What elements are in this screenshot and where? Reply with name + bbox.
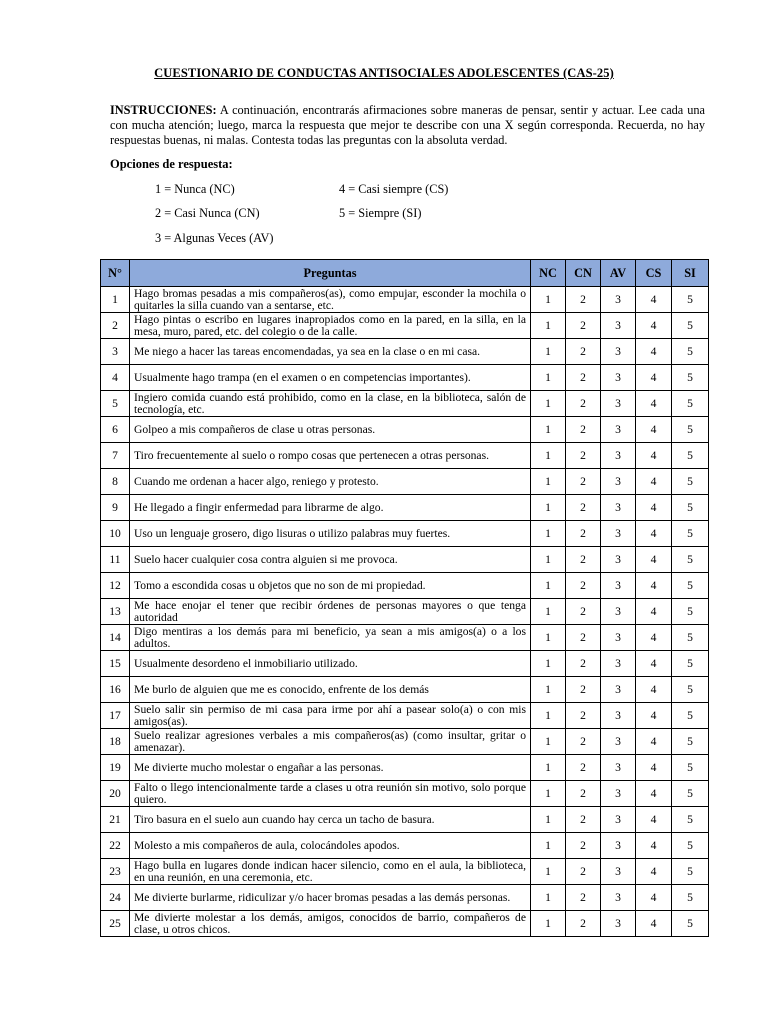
question-number: 23 — [101, 859, 130, 885]
answer-cell-cn[interactable]: 2 — [566, 495, 601, 521]
answer-cell-av[interactable]: 3 — [601, 547, 636, 573]
answer-cell-cs[interactable]: 4 — [636, 391, 672, 417]
table-row — [101, 391, 709, 417]
instructions-paragraph — [110, 103, 705, 148]
answer-cell-av[interactable]: 3 — [601, 911, 636, 937]
answer-cell-av[interactable]: 3 — [601, 833, 636, 859]
option-nunca: 1 = Nunca (NC) — [155, 182, 235, 196]
answer-cell-nc[interactable]: 1 — [531, 677, 566, 703]
answer-cell-nc[interactable]: 1 — [531, 703, 566, 729]
answer-cell-av[interactable]: 3 — [601, 729, 636, 755]
answer-cell-si[interactable]: 5 — [672, 911, 709, 937]
answer-cell-cs[interactable]: 4 — [636, 885, 672, 911]
answer-cell-av[interactable]: 3 — [601, 417, 636, 443]
question-number: 6 — [101, 417, 130, 443]
answer-cell-nc[interactable]: 1 — [531, 807, 566, 833]
answer-cell-cs[interactable]: 4 — [636, 313, 672, 339]
answer-cell-cs[interactable]: 4 — [636, 651, 672, 677]
question-text: Me divierte mucho molestar o engañar a las personas. — [130, 755, 531, 781]
answer-cell-cs[interactable]: 4 — [636, 781, 672, 807]
answer-cell-nc[interactable]: 1 — [531, 651, 566, 677]
question-number: 2 — [101, 313, 130, 339]
document-title: CUESTIONARIO DE CONDUCTAS ANTISOCIALES ADOLESCENTES (CAS-25) — [154, 66, 614, 80]
question-number: 22 — [101, 833, 130, 859]
question-number: 24 — [101, 885, 130, 911]
answer-cell-av[interactable]: 3 — [601, 469, 636, 495]
answer-cell-cs[interactable]: 4 — [636, 495, 672, 521]
answer-cell-nc[interactable]: 1 — [531, 469, 566, 495]
question-number: 3 — [101, 339, 130, 365]
table-body — [101, 287, 709, 937]
question-text: Tiro basura en el suelo aun cuando hay cerca un tacho de basura. — [130, 807, 531, 833]
table-row — [101, 703, 709, 729]
question-text: Me burlo de alguien que me es conocido, enfrente de los demás — [130, 677, 531, 703]
answer-cell-cs[interactable]: 4 — [636, 287, 672, 313]
answer-cell-av[interactable]: 3 — [601, 495, 636, 521]
question-number: 8 — [101, 469, 130, 495]
question-text: Molesto a mis compañeros de aula, colocándoles apodos. — [130, 833, 531, 859]
question-number: 17 — [101, 703, 130, 729]
answer-cell-nc[interactable]: 1 — [531, 287, 566, 313]
answer-cell-cn[interactable]: 2 — [566, 807, 601, 833]
table-row — [101, 573, 709, 599]
answer-cell-cs[interactable]: 4 — [636, 677, 672, 703]
answer-cell-cn[interactable]: 2 — [566, 443, 601, 469]
question-number: 7 — [101, 443, 130, 469]
answer-cell-cs[interactable]: 4 — [636, 469, 672, 495]
question-text: Digo mentiras a los demás para mi beneficio, ya sean a mis amigos(a) o a los adultos. — [130, 625, 531, 651]
answer-cell-av[interactable]: 3 — [601, 313, 636, 339]
answer-cell-si[interactable]: 5 — [672, 287, 709, 313]
answer-cell-nc[interactable]: 1 — [531, 313, 566, 339]
answer-cell-cn[interactable]: 2 — [566, 287, 601, 313]
table-row — [101, 729, 709, 755]
answer-cell-nc[interactable]: 1 — [531, 755, 566, 781]
answer-cell-av[interactable]: 3 — [601, 755, 636, 781]
instructions-text: A continuación, encontrarás afirmaciones sobre maneras de pensar, sentir y actuar. Lee cada una con mucha atención; luego, marca la respuesta que mejor te describe con una X según corresponda. Recuerda, no hay respuestas buenas, ni malas. Contesta todas las preguntas con la absoluta verdad. — [110, 103, 705, 147]
table-row — [101, 833, 709, 859]
answer-cell-cn[interactable]: 2 — [566, 417, 601, 443]
answer-cell-cs[interactable]: 4 — [636, 625, 672, 651]
answer-cell-nc[interactable]: 1 — [531, 911, 566, 937]
table-row — [101, 859, 709, 885]
table-row — [101, 339, 709, 365]
question-text: Cuando me ordenan a hacer algo, reniego y protesto. — [130, 469, 531, 495]
question-number: 11 — [101, 547, 130, 573]
answer-cell-nc[interactable]: 1 — [531, 599, 566, 625]
answer-cell-si[interactable]: 5 — [672, 313, 709, 339]
question-text: Usualmente hago trampa (en el examen o en competencias importantes). — [130, 365, 531, 391]
header-nc: NC — [531, 260, 566, 287]
table-row — [101, 495, 709, 521]
answer-cell-nc[interactable]: 1 — [531, 521, 566, 547]
answer-cell-si[interactable]: 5 — [672, 755, 709, 781]
question-text: Tomo a escondida cosas u objetos que no son de mi propiedad. — [130, 573, 531, 599]
questionnaire-table — [100, 259, 709, 937]
answer-cell-si[interactable]: 5 — [672, 417, 709, 443]
answer-cell-cn[interactable]: 2 — [566, 729, 601, 755]
question-number: 1 — [101, 287, 130, 313]
answer-cell-cs[interactable]: 4 — [636, 339, 672, 365]
answer-cell-si[interactable]: 5 — [672, 729, 709, 755]
answer-cell-si[interactable]: 5 — [672, 521, 709, 547]
question-text: Me divierte molestar a los demás, amigos, conocidos de barrio, compañeros de clase, u otros chicos. — [130, 911, 531, 937]
question-text: Usualmente desordeno el inmobiliario utilizado. — [130, 651, 531, 677]
answer-cell-cn[interactable]: 2 — [566, 859, 601, 885]
answer-cell-si[interactable]: 5 — [672, 833, 709, 859]
answer-cell-nc[interactable]: 1 — [531, 547, 566, 573]
question-text: Hago pintas o escribo en lugares inapropiados como en la pared, en la silla, en la mesa, muro, pared, etc. del colegio o de la calle. — [130, 313, 531, 339]
answer-cell-cs[interactable]: 4 — [636, 443, 672, 469]
question-text: Suelo salir sin permiso de mi casa para irme por ahí a pasear solo(a) o con mis amigos(as). — [130, 703, 531, 729]
header-si: SI — [672, 260, 709, 287]
answer-cell-av[interactable]: 3 — [601, 781, 636, 807]
answer-cell-si[interactable]: 5 — [672, 599, 709, 625]
answer-cell-si[interactable]: 5 — [672, 859, 709, 885]
answer-cell-cs[interactable]: 4 — [636, 365, 672, 391]
table-row — [101, 911, 709, 937]
answer-cell-av[interactable]: 3 — [601, 651, 636, 677]
answer-cell-cs[interactable]: 4 — [636, 599, 672, 625]
answer-cell-nc[interactable]: 1 — [531, 391, 566, 417]
header-cs: CS — [636, 260, 672, 287]
answer-cell-av[interactable]: 3 — [601, 339, 636, 365]
answer-cell-si[interactable]: 5 — [672, 339, 709, 365]
answer-cell-av[interactable]: 3 — [601, 391, 636, 417]
table-row — [101, 469, 709, 495]
option-casi-siempre: 4 = Casi siempre (CS) — [339, 182, 449, 196]
question-number: 25 — [101, 911, 130, 937]
answer-cell-cn[interactable]: 2 — [566, 599, 601, 625]
answer-cell-av[interactable]: 3 — [601, 625, 636, 651]
answer-cell-nc[interactable]: 1 — [531, 625, 566, 651]
answer-cell-nc[interactable]: 1 — [531, 859, 566, 885]
answer-cell-cs[interactable]: 4 — [636, 755, 672, 781]
question-number: 18 — [101, 729, 130, 755]
answer-cell-nc[interactable]: 1 — [531, 443, 566, 469]
answer-cell-si[interactable]: 5 — [672, 365, 709, 391]
answer-cell-av[interactable]: 3 — [601, 443, 636, 469]
answer-cell-cn[interactable]: 2 — [566, 833, 601, 859]
answer-cell-si[interactable]: 5 — [672, 677, 709, 703]
answer-cell-av[interactable]: 3 — [601, 885, 636, 911]
answer-cell-cn[interactable]: 2 — [566, 651, 601, 677]
table-row — [101, 651, 709, 677]
answer-cell-av[interactable]: 3 — [601, 287, 636, 313]
answer-cell-av[interactable]: 3 — [601, 807, 636, 833]
table-row — [101, 417, 709, 443]
answer-cell-cn[interactable]: 2 — [566, 703, 601, 729]
question-text: Me niego a hacer las tareas encomendadas, ya sea en la clase o en mi casa. — [130, 339, 531, 365]
answer-cell-si[interactable]: 5 — [672, 651, 709, 677]
table-row — [101, 807, 709, 833]
question-text: Golpeo a mis compañeros de clase u otras personas. — [130, 417, 531, 443]
option-casi-nunca: 2 = Casi Nunca (CN) — [155, 206, 260, 220]
question-number: 20 — [101, 781, 130, 807]
option-siempre: 5 = Siempre (SI) — [339, 206, 422, 220]
answer-cell-si[interactable]: 5 — [672, 885, 709, 911]
question-text: Falto o llego intencionalmente tarde a clases u otra reunión sin motivo, solo porque quiero. — [130, 781, 531, 807]
option-algunas-veces: 3 = Algunas Veces (AV) — [155, 231, 274, 245]
answer-cell-nc[interactable]: 1 — [531, 729, 566, 755]
table-header-row — [101, 260, 709, 287]
answer-cell-si[interactable]: 5 — [672, 573, 709, 599]
header-questions: Preguntas — [130, 260, 531, 287]
table-row — [101, 885, 709, 911]
answer-cell-cn[interactable]: 2 — [566, 339, 601, 365]
answer-cell-cn[interactable]: 2 — [566, 781, 601, 807]
instructions-label: INSTRUCCIONES: — [110, 103, 217, 117]
answer-cell-nc[interactable]: 1 — [531, 365, 566, 391]
question-text: Me hace enojar el tener que recibir órdenes de personas mayores o que tenga autoridad — [130, 599, 531, 625]
answer-cell-cn[interactable]: 2 — [566, 677, 601, 703]
question-number: 15 — [101, 651, 130, 677]
table-row — [101, 599, 709, 625]
header-number: N° — [101, 260, 130, 287]
table-row — [101, 365, 709, 391]
answer-cell-nc[interactable]: 1 — [531, 495, 566, 521]
answer-cell-cs[interactable]: 4 — [636, 417, 672, 443]
answer-cell-si[interactable]: 5 — [672, 703, 709, 729]
table-row — [101, 677, 709, 703]
answer-cell-cs[interactable]: 4 — [636, 807, 672, 833]
answer-cell-cn[interactable]: 2 — [566, 911, 601, 937]
question-text: He llegado a fingir enfermedad para librarme de algo. — [130, 495, 531, 521]
answer-cell-av[interactable]: 3 — [601, 599, 636, 625]
answer-cell-cn[interactable]: 2 — [566, 755, 601, 781]
answer-cell-cs[interactable]: 4 — [636, 521, 672, 547]
answer-cell-nc[interactable]: 1 — [531, 833, 566, 859]
answer-cell-si[interactable]: 5 — [672, 443, 709, 469]
question-text: Suelo hacer cualquier cosa contra alguien si me provoca. — [130, 547, 531, 573]
answer-cell-cs[interactable]: 4 — [636, 573, 672, 599]
question-number: 21 — [101, 807, 130, 833]
table-row — [101, 287, 709, 313]
answer-cell-si[interactable]: 5 — [672, 781, 709, 807]
answer-cell-cn[interactable]: 2 — [566, 365, 601, 391]
question-number: 4 — [101, 365, 130, 391]
question-text: Uso un lenguaje grosero, digo lisuras o utilizo palabras muy fuertes. — [130, 521, 531, 547]
answer-cell-si[interactable]: 5 — [672, 469, 709, 495]
question-number: 10 — [101, 521, 130, 547]
question-text: Tiro frecuentemente al suelo o rompo cosas que pertenecen a otras personas. — [130, 443, 531, 469]
question-number: 16 — [101, 677, 130, 703]
answer-cell-cs[interactable]: 4 — [636, 833, 672, 859]
table-row — [101, 625, 709, 651]
answer-cell-cn[interactable]: 2 — [566, 313, 601, 339]
answer-cell-cn[interactable]: 2 — [566, 547, 601, 573]
answer-cell-av[interactable]: 3 — [601, 521, 636, 547]
answer-cell-cs[interactable]: 4 — [636, 729, 672, 755]
answer-cell-nc[interactable]: 1 — [531, 781, 566, 807]
answer-cell-av[interactable]: 3 — [601, 703, 636, 729]
answer-cell-si[interactable]: 5 — [672, 807, 709, 833]
table-row — [101, 443, 709, 469]
question-number: 5 — [101, 391, 130, 417]
question-number: 19 — [101, 755, 130, 781]
question-text: Hago bromas pesadas a mis compañeros(as), como empujar, esconder la mochila o quitarles la silla cuando van a sentarse, etc. — [130, 287, 531, 313]
answer-cell-av[interactable]: 3 — [601, 859, 636, 885]
question-text: Suelo realizar agresiones verbales a mis compañeros(as) (como insultar, gritar o amenazar). — [130, 729, 531, 755]
question-text: Ingiero comida cuando está prohibido, como en la clase, en la biblioteca, salón de tecnología, etc. — [130, 391, 531, 417]
answer-cell-cn[interactable]: 2 — [566, 469, 601, 495]
answer-cell-si[interactable]: 5 — [672, 495, 709, 521]
answer-cell-nc[interactable]: 1 — [531, 339, 566, 365]
answer-cell-av[interactable]: 3 — [601, 365, 636, 391]
header-cn: CN — [566, 260, 601, 287]
answer-cell-av[interactable]: 3 — [601, 573, 636, 599]
answer-cell-cs[interactable]: 4 — [636, 859, 672, 885]
table-row — [101, 547, 709, 573]
answer-cell-nc[interactable]: 1 — [531, 885, 566, 911]
answer-cell-av[interactable]: 3 — [601, 677, 636, 703]
answer-cell-cn[interactable]: 2 — [566, 625, 601, 651]
answer-cell-nc[interactable]: 1 — [531, 417, 566, 443]
answer-cell-nc[interactable]: 1 — [531, 573, 566, 599]
answer-cell-cn[interactable]: 2 — [566, 885, 601, 911]
question-number: 12 — [101, 573, 130, 599]
question-text: Me divierte burlarme, ridiculizar y/o hacer bromas pesadas a las demás personas. — [130, 885, 531, 911]
answer-cell-si[interactable]: 5 — [672, 391, 709, 417]
answer-cell-cn[interactable]: 2 — [566, 391, 601, 417]
table-row — [101, 313, 709, 339]
answer-cell-si[interactable]: 5 — [672, 547, 709, 573]
table-row — [101, 521, 709, 547]
answer-cell-cs[interactable]: 4 — [636, 547, 672, 573]
question-text: Hago bulla en lugares donde indican hacer silencio, como en el aula, la biblioteca, en una reunión, en una ceremonia, etc. — [130, 859, 531, 885]
answer-cell-cs[interactable]: 4 — [636, 703, 672, 729]
answer-cell-cn[interactable]: 2 — [566, 573, 601, 599]
answer-cell-si[interactable]: 5 — [672, 625, 709, 651]
question-number: 13 — [101, 599, 130, 625]
table-row — [101, 781, 709, 807]
question-number: 14 — [101, 625, 130, 651]
answer-cell-cn[interactable]: 2 — [566, 521, 601, 547]
question-number: 9 — [101, 495, 130, 521]
table-row — [101, 755, 709, 781]
options-title: Opciones de respuesta: — [110, 157, 233, 171]
header-av: AV — [601, 260, 636, 287]
answer-cell-cs[interactable]: 4 — [636, 911, 672, 937]
